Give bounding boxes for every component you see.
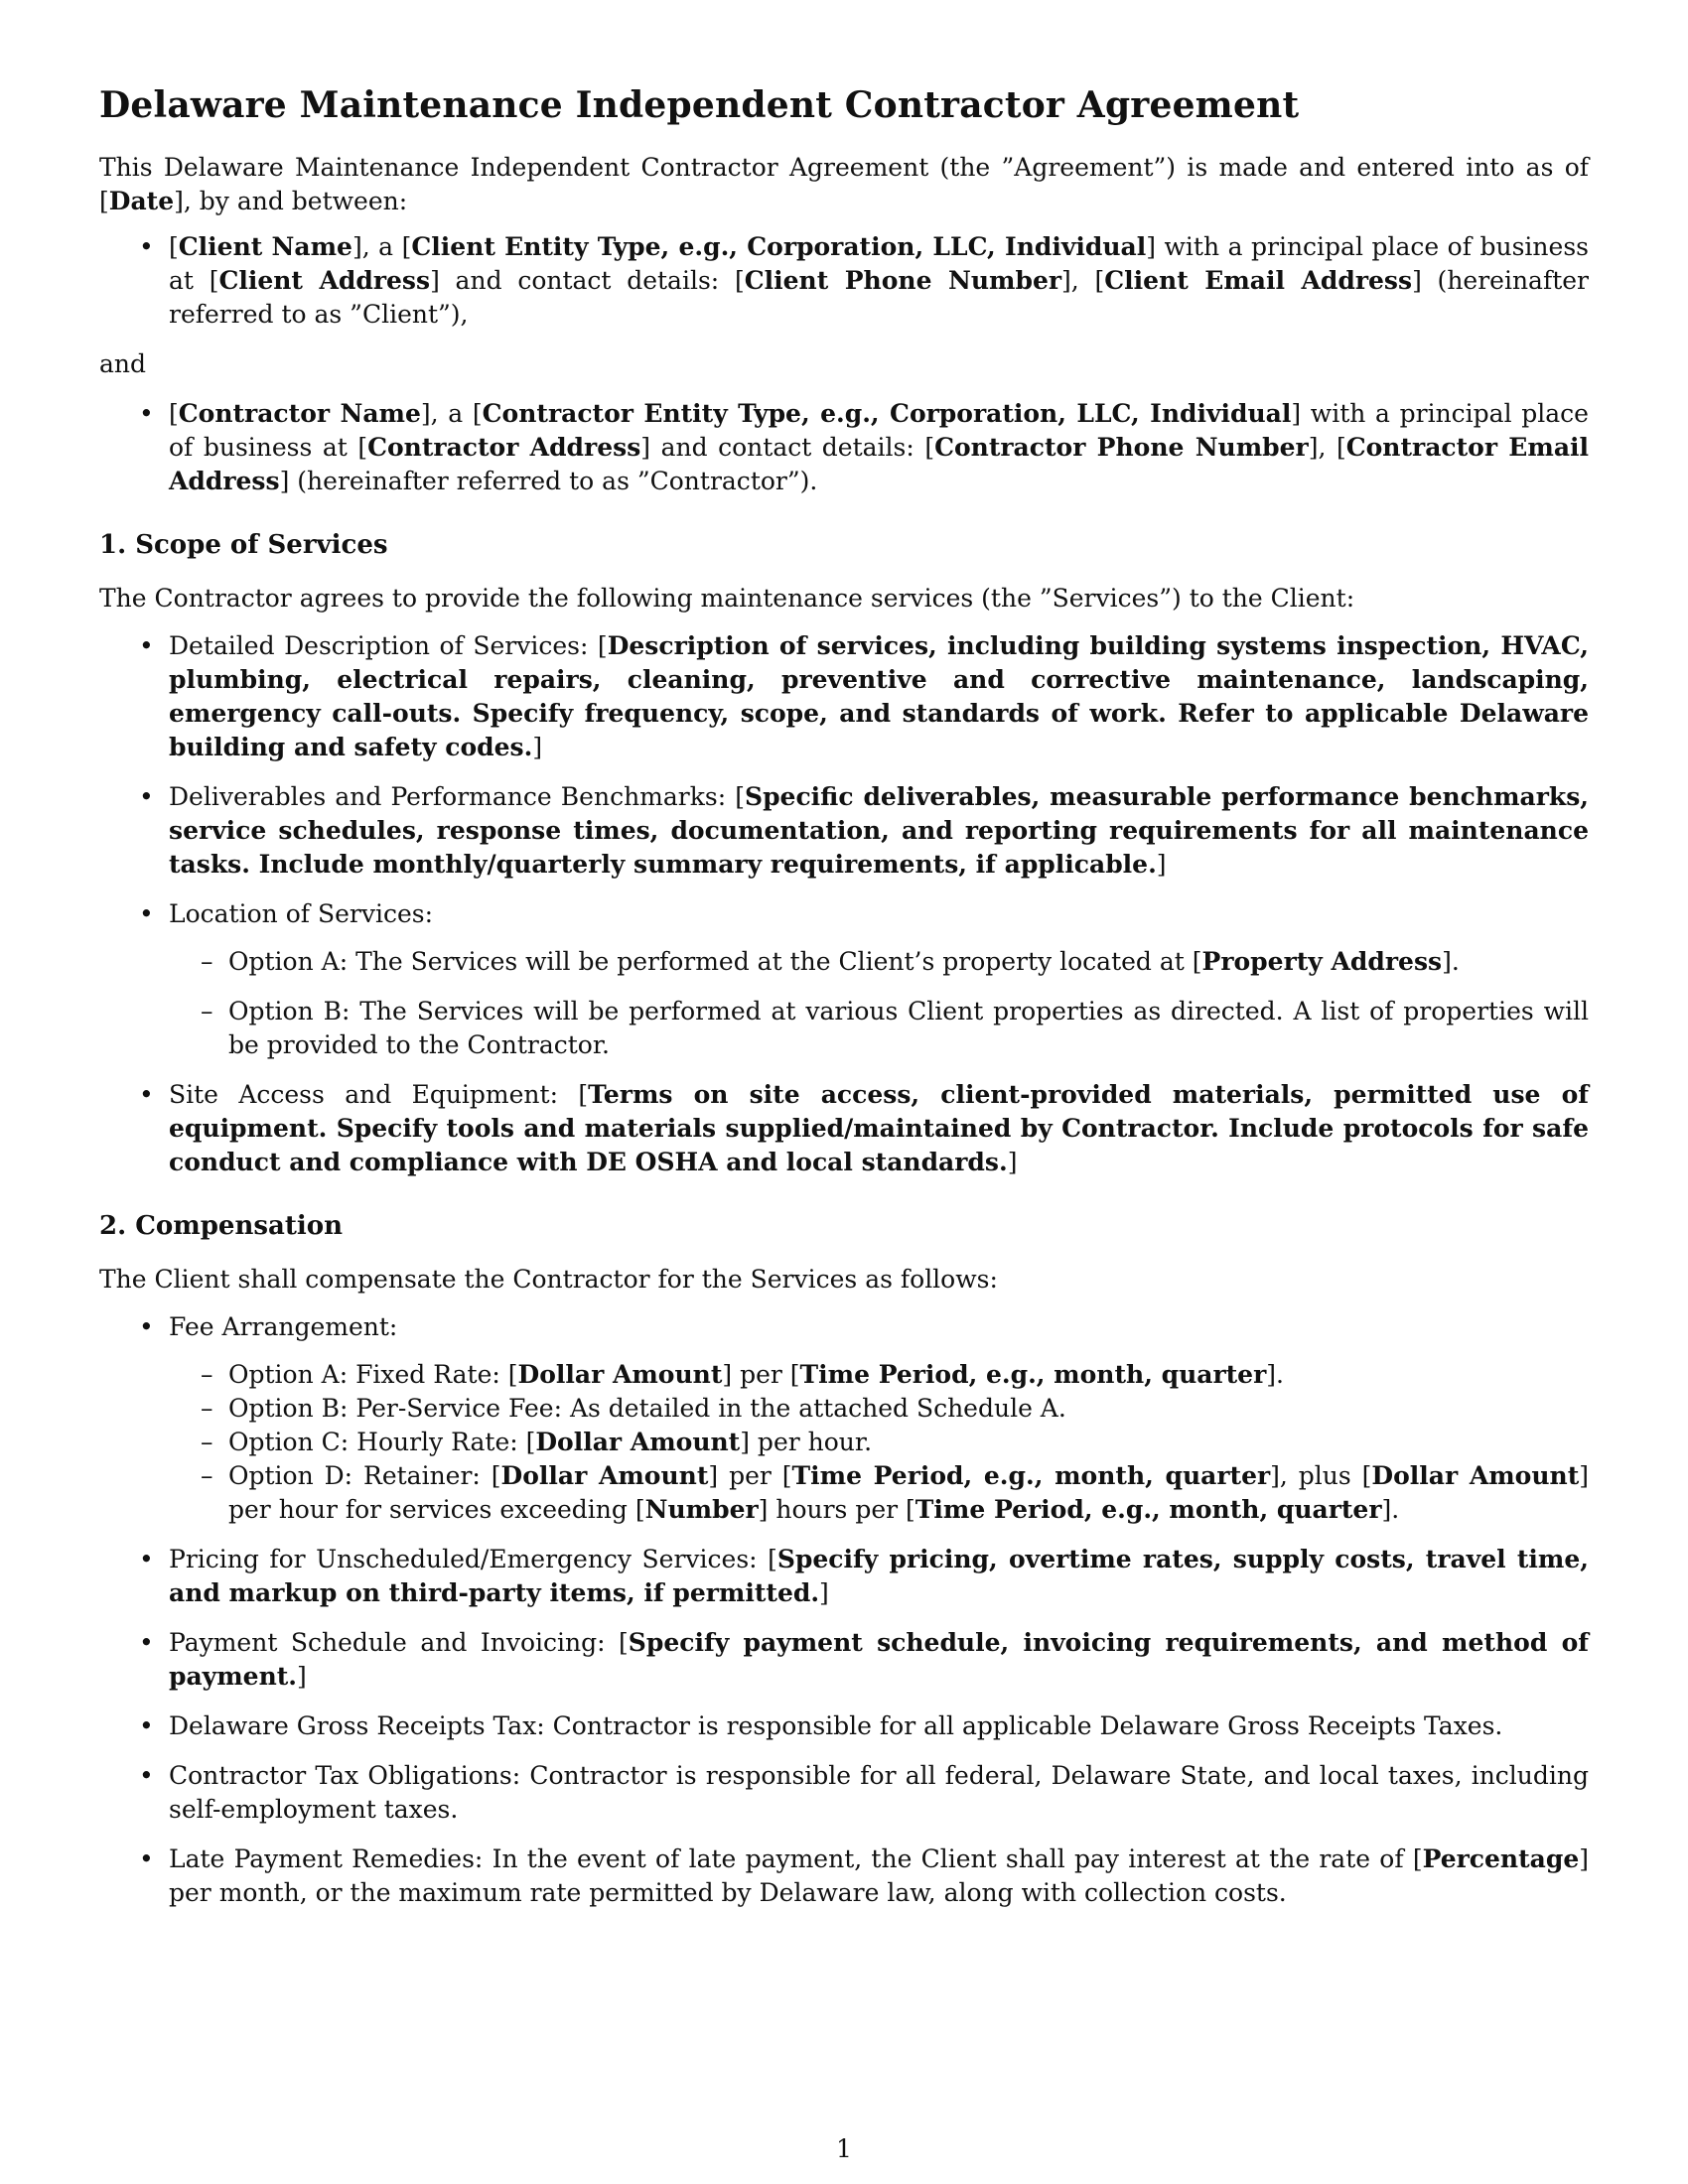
gross-receipts-tax-item: • Delaware Gross Receipts Tax: Contractor is responsible for all applicable Delaware Gross Receipts Taxes. — [99, 1709, 1589, 1743]
dollar-amount-placeholder: Dollar Amount — [535, 1428, 741, 1456]
client-entity-placeholder: Client Entity Type, e.g., Corporation, LLC, Individual — [411, 232, 1147, 261]
location-item — [99, 897, 1589, 1062]
services-description-item — [99, 629, 1589, 764]
time-period-placeholder: Time Period, e.g., month, quarter — [791, 1461, 1271, 1490]
text: Option A: The Services will be performed at the Client’s property located at [ — [228, 947, 1202, 976]
fee-option-a — [169, 1358, 1589, 1392]
contractor-entity-placeholder: Contractor Entity Type, e.g., Corporation, LLC, Individual — [482, 399, 1292, 428]
text: ] — [297, 1662, 307, 1691]
date-placeholder: Date — [108, 187, 175, 215]
text: ], plus [ — [1270, 1461, 1372, 1490]
site-access-item — [99, 1078, 1589, 1179]
time-period-placeholder: Time Period, e.g., month, quarter — [914, 1495, 1382, 1524]
intro-paragraph — [99, 151, 1589, 218]
contractor-phone-placeholder: Contractor Phone Number — [934, 433, 1309, 462]
emergency-pricing-item — [99, 1543, 1589, 1610]
text: ]. — [1442, 947, 1460, 976]
deliverables-placeholder: Specific deliverables, measurable performance benchmarks, service schedules, response times, documentation, and reporting requirements for all maintenance tasks. Include monthly/quarterly summary requirements, if applicable. — [169, 782, 1589, 879]
percentage-placeholder: Percentage — [1422, 1844, 1580, 1873]
client-address-placeholder: Client Address — [218, 266, 431, 295]
payment-schedule-placeholder: Specify payment schedule, invoicing requirements, and method of payment. — [169, 1628, 1589, 1691]
dollar-amount-placeholder: Dollar Amount — [517, 1360, 723, 1389]
contractor-party-list — [99, 397, 1589, 498]
text: ] — [819, 1578, 829, 1607]
section-1-heading: 1. Scope of Services — [99, 530, 388, 560]
fee-option-b: – Option B: Per-Service Fee: As detailed in the attached Schedule A. — [169, 1392, 1589, 1426]
text: Option C: Hourly Rate: [ — [228, 1428, 536, 1456]
document-page — [99, 83, 1589, 1926]
text: ] per month, or the maximum rate permitted by Delaware law, along with collection costs. — [169, 1844, 1589, 1907]
contractor-address-placeholder: Contractor Address — [367, 433, 641, 462]
payment-schedule-item — [99, 1626, 1589, 1694]
text: ] — [532, 733, 543, 761]
late-payment-item — [99, 1843, 1589, 1910]
fee-arrangement-item — [99, 1310, 1589, 1527]
dollar-amount-placeholder: Dollar Amount — [500, 1461, 709, 1490]
text: [ — [169, 399, 179, 428]
intro-text: This Delaware Maintenance Independent Contractor Agreement (the ”Agreement”) is made and entered into as of [ — [99, 153, 1589, 215]
contractor-party-item — [99, 397, 1589, 498]
page-number: 1 — [836, 2134, 852, 2163]
text: ]. — [1266, 1360, 1284, 1389]
text: ]. — [1381, 1495, 1400, 1524]
fee-option-d — [169, 1459, 1589, 1527]
text: ] and contact details: [ — [430, 266, 745, 295]
intro-text-end: ], by and between: — [174, 187, 408, 215]
text: Fee Arrangement: — [169, 1312, 398, 1341]
text: ] with a principal place of business at [ — [169, 232, 1589, 295]
section-2-lead: The Client shall compensate the Contractor for the Services as follows: — [99, 1265, 998, 1294]
location-option-a — [169, 945, 1589, 979]
site-access-placeholder: Terms on site access, client-provided materials, permitted use of equipment. Specify tools and materials supplied/maintained by Contractor. Include protocols for safe conduct and compliance with DE OSHA and local standards. — [169, 1080, 1590, 1176]
section-2-heading: 2. Compensation — [99, 1211, 343, 1241]
emergency-pricing-placeholder: Specify pricing, overtime rates, supply costs, travel time, and markup on third-party items, if permitted. — [169, 1545, 1589, 1607]
text: ] per [ — [708, 1461, 792, 1490]
text: ] (hereinafter referred to as ”Client”), — [169, 266, 1590, 329]
section-1-lead: The Contractor agrees to provide the following maintenance services (the ”Services”) to the Client: — [99, 584, 1355, 613]
text: ] — [1156, 850, 1167, 879]
text: Deliverables and Performance Benchmarks: [ — [169, 782, 746, 811]
text: Payment Schedule and Invoicing: [ — [169, 1628, 629, 1657]
deliverables-item — [99, 780, 1589, 882]
compensation-list — [99, 1310, 1589, 1910]
text: Detailed Description of Services: [ — [169, 631, 608, 660]
text: ] with a principal place of business at [ — [169, 399, 1589, 462]
client-party-item — [99, 230, 1589, 332]
contractor-name-placeholder: Contractor Name — [178, 399, 421, 428]
client-name-placeholder: Client Name — [178, 232, 352, 261]
services-description-placeholder: Description of services, including building systems inspection, HVAC, plumbing, electrical repairs, cleaning, preventive and corrective maintenance, landscaping, emergency call-outs. Specify frequency, scope, and standards of work. Refer to applicable Delaware building and safety codes. — [169, 631, 1589, 761]
text: [ — [169, 232, 179, 261]
text: Option A: Fixed Rate: [ — [228, 1360, 518, 1389]
location-options — [169, 945, 1589, 1062]
location-option-b: – Option B: The Services will be performed at various Client properties as directed. A list of properties will be provided to the Contractor. — [169, 995, 1589, 1062]
text: Late Payment Remedies: In the event of late payment, the Client shall pay interest at the rate of [ — [169, 1844, 1423, 1873]
text: ], a [ — [420, 399, 483, 428]
text: ] and contact details: [ — [640, 433, 935, 462]
number-placeholder: Number — [644, 1495, 759, 1524]
scope-list — [99, 629, 1589, 1179]
text: ] per hour for services exceeding [ — [228, 1461, 1590, 1524]
text: ], a [ — [352, 232, 412, 261]
dollar-amount-placeholder: Dollar Amount — [1371, 1461, 1580, 1490]
text: ], [ — [1061, 266, 1105, 295]
property-address-placeholder: Property Address — [1201, 947, 1443, 976]
text: ] hours per [ — [758, 1495, 915, 1524]
text: ] — [1007, 1148, 1018, 1176]
text: Location of Services: — [169, 899, 433, 928]
text: ] per hour. — [740, 1428, 873, 1456]
fee-options — [169, 1358, 1589, 1527]
text: Site Access and Equipment: [ — [169, 1080, 589, 1109]
text: Option D: Retainer: [ — [228, 1461, 501, 1490]
time-period-placeholder: Time Period, e.g., month, quarter — [799, 1360, 1267, 1389]
contractor-tax-item: • Contractor Tax Obligations: Contractor is responsible for all federal, Delaware State, and local taxes, including self-employment taxes. — [99, 1759, 1589, 1827]
text: Pricing for Unscheduled/Emergency Services: [ — [169, 1545, 777, 1573]
contractor-email-placeholder: Contractor Email Address — [169, 433, 1590, 495]
client-email-placeholder: Client Email Address — [1104, 266, 1413, 295]
document-title: Delaware Maintenance Independent Contractor Agreement — [99, 84, 1300, 126]
text: ], [ — [1308, 433, 1346, 462]
text: ] per [ — [722, 1360, 800, 1389]
client-party-list — [99, 230, 1589, 332]
client-phone-placeholder: Client Phone Number — [744, 266, 1062, 295]
and-text: and — [99, 349, 147, 378]
fee-option-c — [169, 1426, 1589, 1459]
text: ] (hereinafter referred to as ”Contractor”). — [279, 467, 818, 495]
